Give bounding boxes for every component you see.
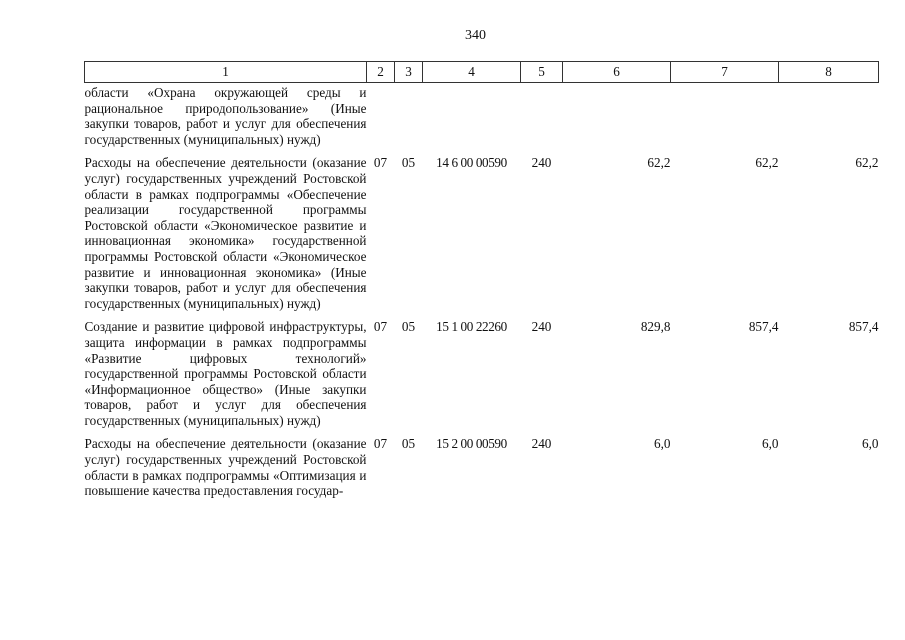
amount-column-6: 62,2 <box>647 155 671 171</box>
row-description: Расходы на обеспечение деятельности (оказание услуг) государственных учреждений Ростовской области в рамках подпрограммы «Оптимизация и повышение качества предоставления государ- <box>84 436 367 499</box>
expense-type-code: 240 <box>531 155 552 171</box>
row-description: области «Охрана окружающей среды и рациональное природопользование» (Иные закупки товаров, работ и услуг для обеспечения государственных (муниципальных) нужд) <box>84 85 367 147</box>
column-header: 4 <box>423 62 521 83</box>
amount-column-8: 62,2 <box>855 155 879 171</box>
table-row <box>85 436 879 506</box>
column-header: 7 <box>671 62 779 83</box>
subsection-code <box>395 83 423 156</box>
expense-type-code: 240 <box>531 436 552 452</box>
section-code: 07 <box>373 155 388 171</box>
table-header-row <box>85 62 879 83</box>
target-article-code: 15 2 00 00590 <box>436 436 507 452</box>
table-row <box>85 319 879 436</box>
subsection-code: 05 <box>401 155 416 171</box>
table-row <box>85 83 879 156</box>
amount-column-8: 857,4 <box>848 319 879 335</box>
column-header: 2 <box>367 62 395 83</box>
amount-column-7: 857,4 <box>748 319 779 335</box>
amount-column-6: 829,8 <box>640 319 671 335</box>
row-description: Расходы на обеспечение деятельности (оказание услуг) государственных учреждений Ростовской области в рамках подпрограммы «Обеспечение реализации государственной программы Ростовской области «Экономическое развитие и инновационная экономика» государственной программы Ростовской области «Экономическое развитие и инновационная экономика» (Иные закупки товаров, работ и услуг для обеспечения государственных (муниципальных) нужд) <box>84 155 367 311</box>
section-code: 07 <box>373 436 388 452</box>
column-header: 6 <box>563 62 671 83</box>
column-header: 1 <box>85 62 367 83</box>
expense-type-code: 240 <box>531 319 552 335</box>
subsection-code: 05 <box>401 319 416 335</box>
table-row <box>85 155 879 319</box>
subsection-code: 05 <box>401 436 416 452</box>
amount-column-6: 6,0 <box>654 436 671 452</box>
amount-column-8 <box>779 83 879 156</box>
column-header: 3 <box>395 62 423 83</box>
amount-column-7: 62,2 <box>755 155 779 171</box>
expense-type-code <box>521 83 563 156</box>
amount-column-6 <box>563 83 671 156</box>
row-description: Создание и развитие цифровой инфраструктуры, защита информации в рамках подпрограммы «Развитие цифровых технологий» государственной программы Ростовской области «Информационное общество» (Иные закупки товаров, работ и услуг для обеспечения государственных (муниципальных) нужд) <box>84 319 367 428</box>
column-header: 5 <box>521 62 563 83</box>
target-article-code <box>423 83 521 156</box>
amount-column-7: 6,0 <box>762 436 779 452</box>
section-code: 07 <box>373 319 388 335</box>
target-article-code: 15 1 00 22260 <box>436 319 507 335</box>
column-header: 8 <box>779 62 879 83</box>
target-article-code: 14 6 00 00590 <box>436 155 507 171</box>
amount-column-8: 6,0 <box>862 436 879 452</box>
section-code <box>367 83 395 156</box>
page-number: 340 <box>465 28 486 43</box>
amount-column-7 <box>671 83 779 156</box>
budget-table <box>84 61 879 507</box>
